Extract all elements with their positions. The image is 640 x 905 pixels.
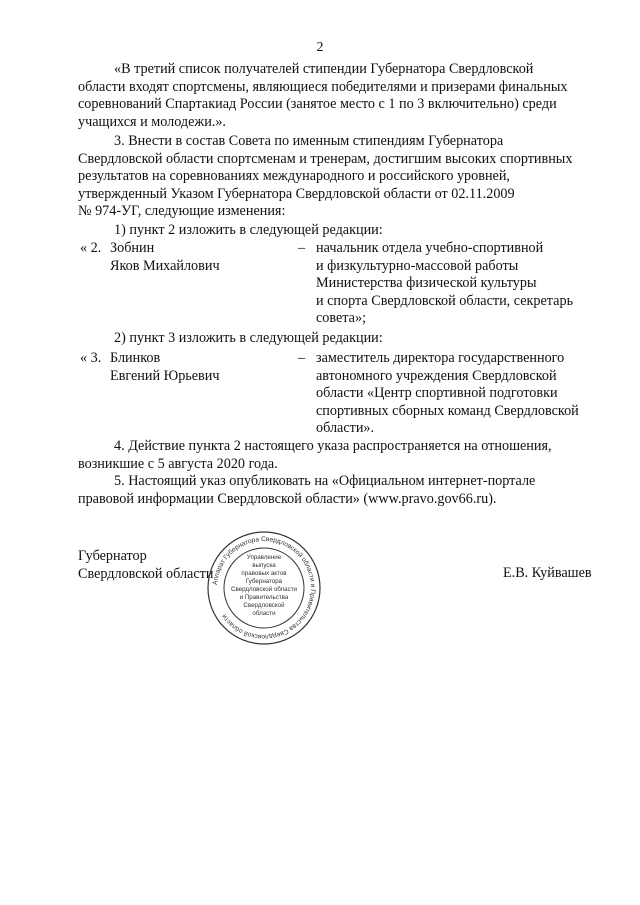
paragraph-5 [78, 473, 606, 508]
position-line: заместитель директора государственного [316, 350, 565, 366]
text-line: 4. Действие пункта 2 настоящего указа распространяется на отношения, [114, 438, 552, 454]
text-line: 5. Настоящий указ опубликовать на «Официальном интернет-портале [114, 473, 536, 489]
seal-line: и Правительства [239, 594, 289, 601]
text-line: возникшие с 5 августа 2020 года. [78, 455, 278, 472]
position-line: автономного учреждения Свердловской [316, 367, 557, 384]
seal-line: Свердловской области [230, 586, 298, 593]
text-line: утвержденный Указом Губернатора Свердловской области от 02.11.2009 [78, 185, 515, 202]
paragraph-4 [78, 438, 606, 473]
entry-number: « 3. [80, 350, 102, 366]
page-number: 2 [316, 40, 324, 55]
position-line: и спорта Свердловской области, секретарь [316, 292, 574, 309]
name-line: Зобнин [110, 240, 155, 256]
name-line: Яков Михайлович [110, 257, 220, 274]
seal-line: области [252, 610, 276, 617]
position-line: совета»; [316, 310, 367, 327]
entry-dash: – [298, 350, 306, 366]
seal-line: Свердловской [243, 602, 285, 609]
signatory-title-line: Губернатор [78, 548, 147, 564]
signatory-title-line: Свердловской области [78, 565, 214, 582]
position-line: области». [316, 420, 375, 437]
seal-ring-text: Аппарат Губернатора Свердловской области и Правительства Свердловской области [212, 535, 317, 641]
text-line: № 974-УГ, следующие изменения: [78, 203, 286, 220]
text-line: области входят спортсмены, являющиеся победителями и призерами финальных [78, 78, 568, 95]
position-line: начальник отдела учебно-спортивной [316, 240, 544, 256]
text-line: учащихся и молодежи.». [78, 113, 226, 130]
item-2-intro: 2) пункт 3 изложить в следующей редакции: [114, 330, 383, 346]
seal-line: Губернатора [245, 578, 283, 585]
member-entry-zobnin [80, 240, 610, 330]
entry-number: « 2. [80, 240, 102, 256]
member-position [316, 350, 608, 438]
seal-line: Управление [246, 554, 282, 561]
signatory-name: Е.В. Куйвашев [503, 565, 592, 581]
text-line: соревнований Спартакиад России (занятое место с 1 по 3 включительно) среди [78, 96, 557, 113]
signatory-title [78, 548, 213, 583]
seal-line: выпуска [252, 562, 276, 569]
position-line: спортивных сборных команд Свердловской [316, 402, 579, 419]
official-seal-stamp [206, 530, 322, 646]
text-line: 3. Внести в состав Совета по именным стипендиям Губернатора [114, 133, 504, 149]
item-1-intro: 1) пункт 2 изложить в следующей редакции: [114, 222, 383, 238]
text-line: «В третий список получателей стипендии Губернатора Свердловской [114, 61, 534, 77]
name-line: Евгений Юрьевич [110, 367, 220, 384]
member-entry-blinkov [80, 350, 610, 440]
member-name [110, 350, 300, 385]
text-line: результатов на соревнованиях международного и российского уровней, [78, 168, 510, 185]
text-line: правовой информации Свердловской области» (www.pravo.gov66.ru). [78, 490, 497, 507]
position-line: Министерства физической культуры [316, 275, 537, 292]
name-line: Блинков [110, 350, 161, 366]
text-line: Свердловской области спортсменам и тренерам, достигшим высоких спортивных [78, 150, 573, 167]
paragraph-quote [78, 61, 606, 131]
seal-line: правовых актов [241, 570, 287, 577]
member-name [110, 240, 300, 275]
member-position [316, 240, 608, 328]
entry-dash: – [298, 240, 306, 256]
position-line: и физкультурно-массовой работы [316, 257, 519, 274]
seal-center-text [231, 554, 298, 617]
position-line: области «Центр спортивной подготовки [316, 385, 558, 402]
paragraph-3 [78, 133, 606, 221]
